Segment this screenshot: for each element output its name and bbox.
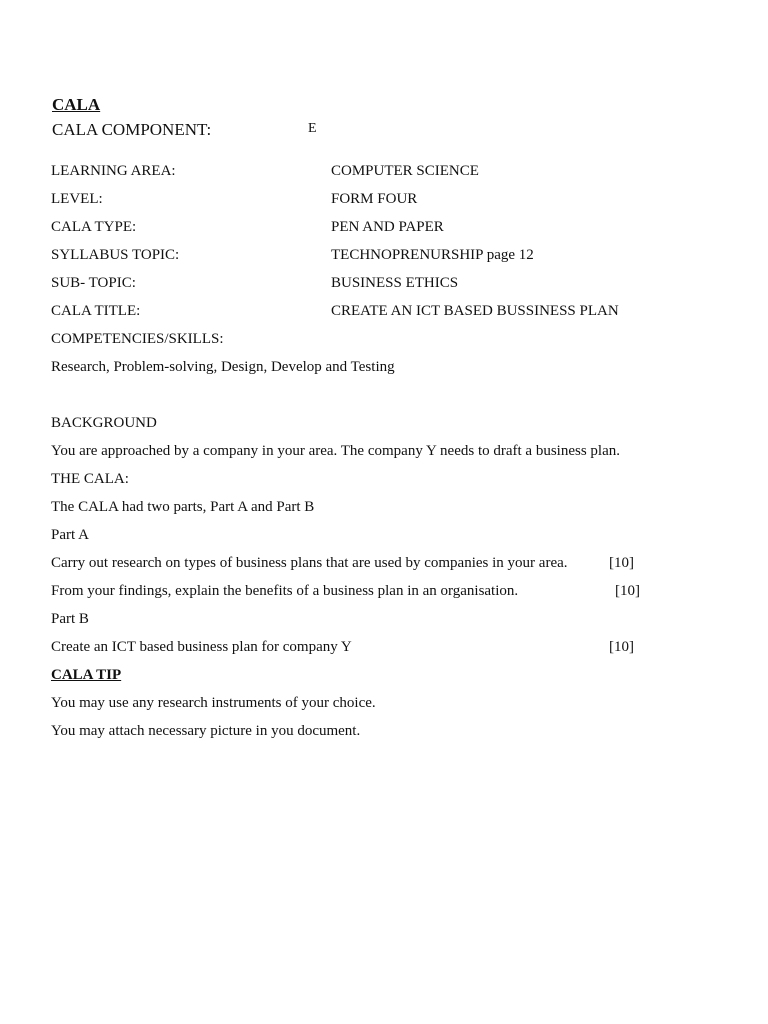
part-a-task-2: From your findings, explain the benefits of a business plan in an organisation.	[51, 583, 519, 599]
field-value-syllabus-topic: TECHNOPRENURSHIP page 12	[331, 247, 534, 263]
field-label-learning-area: LEARNING AREA:	[51, 163, 176, 179]
cala-tip-heading: CALA TIP	[51, 667, 122, 683]
competencies-label: COMPETENCIES/SKILLS:	[51, 331, 224, 347]
the-cala-intro: The CALA had two parts, Part A and Part B	[51, 499, 315, 515]
field-value-cala-title: CREATE AN ICT BASED BUSSINESS PLAN	[331, 303, 619, 319]
field-value-sub-topic: BUSINESS ETHICS	[331, 275, 459, 291]
background-heading: BACKGROUND	[51, 415, 157, 431]
cala-tip-line-2: You may attach necessary picture in you document.	[51, 723, 361, 739]
part-a-heading: Part A	[51, 527, 89, 543]
field-label-cala-title: CALA TITLE:	[51, 303, 141, 319]
component-label: CALA COMPONENT:	[52, 120, 212, 139]
part-a-task-1-marks: [10]	[609, 555, 634, 571]
field-label-sub-topic: SUB- TOPIC:	[51, 275, 136, 291]
competencies-text: Research, Problem-solving, Design, Develop and Testing	[51, 359, 395, 375]
field-value-learning-area: COMPUTER SCIENCE	[331, 163, 479, 179]
document-title: CALA	[52, 95, 101, 114]
part-b-heading: Part B	[51, 611, 89, 627]
field-label-syllabus-topic: SYLLABUS TOPIC:	[51, 247, 180, 263]
part-a-task-2-marks: [10]	[615, 583, 640, 599]
part-b-task-1-marks: [10]	[609, 639, 634, 655]
cala-tip-line-1: You may use any research instruments of your choice.	[51, 695, 376, 711]
the-cala-heading: THE CALA:	[51, 471, 129, 487]
part-a-task-1: Carry out research on types of business plans that are used by companies in your area.	[51, 555, 568, 571]
field-value-level: FORM FOUR	[331, 191, 418, 207]
field-label-level: LEVEL:	[51, 191, 103, 207]
part-b-task-1: Create an ICT based business plan for company Y	[51, 639, 352, 655]
background-text: You are approached by a company in your area. The company Y needs to draft a business plan.	[51, 443, 620, 459]
field-label-cala-type: CALA TYPE:	[51, 219, 137, 235]
field-value-cala-type: PEN AND PAPER	[331, 219, 444, 235]
component-value: E	[308, 121, 317, 136]
